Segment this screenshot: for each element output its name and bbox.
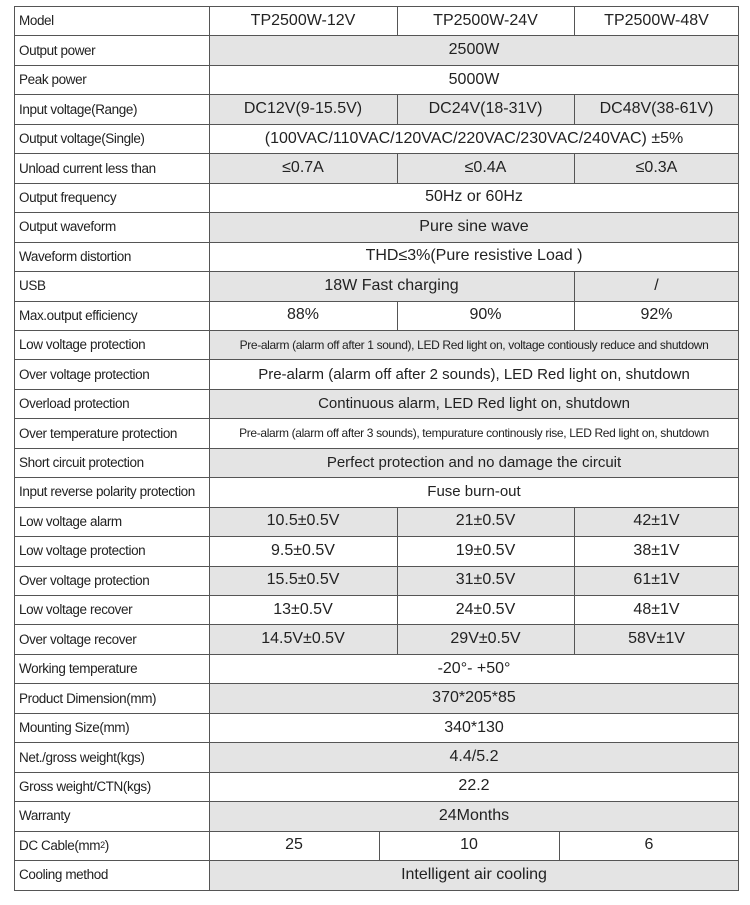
row-label: Max.output efficiency bbox=[14, 301, 209, 331]
right-border bbox=[738, 94, 739, 124]
column-divider bbox=[397, 301, 398, 331]
row-label: Output waveform bbox=[14, 212, 209, 242]
table-row bbox=[14, 183, 739, 213]
spec-table bbox=[14, 6, 739, 890]
label-divider bbox=[209, 477, 210, 507]
left-border bbox=[14, 212, 15, 242]
row-label: Warranty bbox=[14, 801, 209, 831]
row-divider bbox=[14, 654, 739, 655]
value-cell: 50Hz or 60Hz bbox=[425, 188, 523, 206]
value-cell: Pre-alarm (alarm off after 1 sound), LED Red light on, voltage contiously reduce and shutdown bbox=[239, 337, 709, 352]
row-divider bbox=[14, 301, 739, 302]
row-label: Waveform distortion bbox=[14, 242, 209, 272]
row-divider bbox=[14, 860, 739, 861]
left-border bbox=[14, 418, 15, 448]
column-divider bbox=[574, 301, 575, 331]
label-divider bbox=[209, 654, 210, 684]
left-border bbox=[14, 860, 15, 890]
table-row bbox=[14, 212, 739, 242]
label-divider bbox=[209, 212, 210, 242]
label-divider bbox=[209, 595, 210, 625]
value-cell: 18W Fast charging bbox=[324, 276, 459, 294]
right-border bbox=[738, 713, 739, 743]
row-label: Output frequency bbox=[14, 183, 209, 213]
model-header-cell: TP2500W-48V bbox=[604, 11, 709, 29]
row-label: Over voltage protection bbox=[14, 566, 209, 596]
left-border bbox=[14, 301, 15, 331]
label-divider bbox=[209, 242, 210, 272]
row-label: DC Cable(mm 2 ) bbox=[14, 831, 209, 861]
label-divider bbox=[209, 831, 210, 861]
table-row bbox=[14, 359, 739, 389]
row-divider bbox=[14, 772, 739, 773]
column-divider bbox=[397, 595, 398, 625]
column-divider bbox=[574, 536, 575, 566]
row-label: Input voltage(Range) bbox=[14, 94, 209, 124]
row-label: Overload protection bbox=[14, 389, 209, 419]
table-row bbox=[14, 742, 739, 772]
column-divider bbox=[379, 831, 380, 861]
table-row bbox=[14, 65, 739, 95]
row-label: Peak power bbox=[14, 65, 209, 95]
left-border bbox=[14, 94, 15, 124]
model-header-cell: TP2500W-12V bbox=[250, 11, 356, 29]
row-label: Over voltage recover bbox=[14, 624, 209, 654]
table-row bbox=[14, 301, 739, 331]
table-row bbox=[14, 153, 739, 183]
value-cell: 42±1V bbox=[633, 512, 680, 530]
row-divider bbox=[14, 595, 739, 596]
row-divider bbox=[14, 418, 739, 419]
left-border bbox=[14, 153, 15, 183]
column-divider bbox=[574, 271, 575, 301]
left-border bbox=[14, 271, 15, 301]
row-divider bbox=[14, 6, 739, 7]
row-divider bbox=[14, 507, 739, 508]
row-divider bbox=[14, 183, 739, 184]
table-row bbox=[14, 624, 739, 654]
value-cell: / bbox=[654, 276, 659, 294]
table-row bbox=[14, 860, 739, 890]
row-divider bbox=[14, 389, 739, 390]
value-cell: 9.5±0.5V bbox=[271, 541, 335, 559]
column-divider bbox=[574, 595, 575, 625]
label-divider bbox=[209, 183, 210, 213]
value-cell: 24±0.5V bbox=[455, 600, 516, 618]
right-border bbox=[738, 507, 739, 537]
label-divider bbox=[209, 124, 210, 154]
row-divider bbox=[14, 742, 739, 743]
row-label: Short circuit protection bbox=[14, 448, 209, 478]
label-divider bbox=[209, 624, 210, 654]
column-divider bbox=[397, 94, 398, 124]
model-header-cell: TP2500W-24V bbox=[433, 11, 538, 29]
table-row bbox=[14, 418, 739, 448]
value-cell: THD≤3%(Pure resistive Load ) bbox=[365, 247, 583, 265]
value-cell: Pre-alarm (alarm off after 3 sounds), tempurature continously rise, LED Red light on, shutdown bbox=[239, 426, 709, 441]
value-cell: 14.5V±0.5V bbox=[261, 630, 345, 648]
right-border bbox=[738, 683, 739, 713]
table-row bbox=[14, 831, 739, 861]
column-divider bbox=[559, 831, 560, 861]
value-cell: 88% bbox=[286, 306, 320, 324]
value-cell: DC24V(18-31V) bbox=[428, 100, 543, 118]
left-border bbox=[14, 242, 15, 272]
row-divider bbox=[14, 35, 739, 36]
value-cell: Intelligent air cooling bbox=[401, 865, 547, 883]
value-cell: 92% bbox=[640, 306, 673, 324]
table-row bbox=[14, 35, 739, 65]
right-border bbox=[738, 654, 739, 684]
table-row bbox=[14, 566, 739, 596]
value-cell: 58V±1V bbox=[628, 630, 685, 648]
label-divider bbox=[209, 94, 210, 124]
table-row bbox=[14, 242, 739, 272]
label-tail: ) bbox=[104, 837, 109, 853]
table-row bbox=[14, 801, 739, 831]
left-border bbox=[14, 359, 15, 389]
right-border bbox=[738, 271, 739, 301]
column-divider bbox=[397, 507, 398, 537]
left-border bbox=[14, 772, 15, 802]
right-border bbox=[738, 6, 739, 36]
right-border bbox=[738, 35, 739, 65]
header-row bbox=[14, 6, 739, 36]
right-border bbox=[738, 301, 739, 331]
column-divider bbox=[574, 507, 575, 537]
right-border bbox=[738, 536, 739, 566]
value-cell: 10 bbox=[460, 836, 478, 854]
column-divider bbox=[397, 6, 398, 36]
right-border bbox=[738, 860, 739, 890]
value-cell: 340*130 bbox=[444, 718, 504, 736]
label-divider bbox=[209, 772, 210, 802]
right-border bbox=[738, 448, 739, 478]
value-cell: Pre-alarm (alarm off after 2 sounds), LED Red light on, shutdown bbox=[258, 365, 690, 383]
left-border bbox=[14, 654, 15, 684]
value-cell: Fuse burn-out bbox=[427, 483, 521, 501]
table-row bbox=[14, 654, 739, 684]
left-border bbox=[14, 624, 15, 654]
right-border bbox=[738, 389, 739, 419]
row-label: Cooling method bbox=[14, 860, 209, 890]
left-border bbox=[14, 566, 15, 596]
label-divider bbox=[209, 448, 210, 478]
row-divider bbox=[14, 536, 739, 537]
left-border bbox=[14, 330, 15, 360]
row-label: Product Dimension(mm) bbox=[14, 683, 209, 713]
label-divider bbox=[209, 536, 210, 566]
row-divider bbox=[14, 153, 739, 154]
value-cell: 2500W bbox=[448, 41, 500, 59]
label-divider bbox=[209, 301, 210, 331]
right-border bbox=[738, 242, 739, 272]
row-label: Low voltage recover bbox=[14, 595, 209, 625]
row-divider bbox=[14, 271, 739, 272]
value-cell: 5000W bbox=[448, 70, 500, 88]
table-row bbox=[14, 448, 739, 478]
column-divider bbox=[397, 536, 398, 566]
value-cell: 10.5±0.5V bbox=[266, 512, 340, 530]
label-divider bbox=[209, 713, 210, 743]
label-divider bbox=[209, 359, 210, 389]
left-border bbox=[14, 801, 15, 831]
row-divider bbox=[14, 65, 739, 66]
right-border bbox=[738, 801, 739, 831]
left-border bbox=[14, 742, 15, 772]
row-divider bbox=[14, 448, 739, 449]
left-border bbox=[14, 831, 15, 861]
label-divider bbox=[209, 418, 210, 448]
value-cell: Continuous alarm, LED Red light on, shutdown bbox=[318, 395, 630, 413]
bottom-border bbox=[14, 890, 739, 891]
value-cell: 24Months bbox=[438, 806, 510, 824]
table-row bbox=[14, 271, 739, 301]
label-divider bbox=[209, 65, 210, 95]
row-divider bbox=[14, 124, 739, 125]
right-border bbox=[738, 624, 739, 654]
row-label: Net./gross weight(kgs) bbox=[14, 742, 209, 772]
row-divider bbox=[14, 242, 739, 243]
right-border bbox=[738, 124, 739, 154]
right-border bbox=[738, 65, 739, 95]
label-divider bbox=[209, 330, 210, 360]
row-label: Over temperature protection bbox=[14, 418, 209, 448]
value-cell: 61±1V bbox=[633, 571, 680, 589]
label-divider bbox=[209, 860, 210, 890]
header-label: Model bbox=[14, 6, 209, 36]
right-border bbox=[738, 566, 739, 596]
value-cell: DC12V(9-15.5V) bbox=[243, 100, 363, 118]
left-border bbox=[14, 713, 15, 743]
value-cell: 90% bbox=[469, 306, 502, 324]
row-label: Unload current less than bbox=[14, 153, 209, 183]
column-divider bbox=[574, 94, 575, 124]
value-cell: 22.2 bbox=[458, 777, 490, 795]
column-divider bbox=[574, 624, 575, 654]
left-border bbox=[14, 507, 15, 537]
row-label: Low voltage protection bbox=[14, 536, 209, 566]
value-cell: ≤0.4A bbox=[464, 159, 507, 176]
label-divider bbox=[209, 389, 210, 419]
row-label: Input reverse polarity protection bbox=[14, 477, 209, 507]
table-row bbox=[14, 330, 739, 360]
row-label: Low voltage alarm bbox=[14, 507, 209, 537]
row-divider bbox=[14, 212, 739, 213]
row-label: Output power bbox=[14, 35, 209, 65]
table-row bbox=[14, 94, 739, 124]
superscript: 2 bbox=[100, 839, 105, 850]
column-divider bbox=[574, 153, 575, 183]
right-border bbox=[738, 772, 739, 802]
table-row bbox=[14, 389, 739, 419]
left-border bbox=[14, 183, 15, 213]
table-row bbox=[14, 124, 739, 154]
right-border bbox=[738, 212, 739, 242]
right-border bbox=[738, 359, 739, 389]
value-cell: 25 bbox=[285, 836, 303, 854]
value-cell: -20°- +50° bbox=[437, 659, 511, 677]
left-border bbox=[14, 65, 15, 95]
right-border bbox=[738, 418, 739, 448]
value-cell: 48±1V bbox=[633, 600, 680, 618]
right-border bbox=[738, 742, 739, 772]
value-cell: 21±0.5V bbox=[455, 512, 516, 530]
left-border bbox=[14, 683, 15, 713]
row-label: Working temperature bbox=[14, 654, 209, 684]
row-divider bbox=[14, 624, 739, 625]
label-divider bbox=[209, 507, 210, 537]
row-divider bbox=[14, 801, 739, 802]
row-divider bbox=[14, 330, 739, 331]
label-divider bbox=[209, 742, 210, 772]
table-row bbox=[14, 772, 739, 802]
table-row bbox=[14, 595, 739, 625]
label-divider bbox=[209, 35, 210, 65]
column-divider bbox=[397, 566, 398, 596]
table-row bbox=[14, 536, 739, 566]
value-cell: ≤0.3A bbox=[635, 159, 678, 176]
column-divider bbox=[574, 566, 575, 596]
value-cell: 4.4/5.2 bbox=[449, 748, 499, 765]
value-cell: 370*205*85 bbox=[432, 689, 516, 707]
left-border bbox=[14, 448, 15, 478]
table-row bbox=[14, 713, 739, 743]
row-divider bbox=[14, 94, 739, 95]
row-label: Gross weight/CTN(kgs) bbox=[14, 772, 209, 802]
value-cell: 38±1V bbox=[633, 541, 680, 559]
left-border bbox=[14, 536, 15, 566]
value-cell: (100VAC/110VAC/120VAC/220VAC/230VAC/240VAC) ±5% bbox=[264, 129, 684, 147]
value-cell: 19±0.5V bbox=[455, 541, 516, 559]
left-border bbox=[14, 35, 15, 65]
column-divider bbox=[574, 6, 575, 36]
right-border bbox=[738, 831, 739, 861]
left-border bbox=[14, 6, 15, 36]
row-divider bbox=[14, 831, 739, 832]
value-cell: 29V±0.5V bbox=[450, 630, 521, 648]
column-divider bbox=[397, 624, 398, 654]
right-border bbox=[738, 330, 739, 360]
value-cell: 13±0.5V bbox=[273, 600, 333, 618]
label-divider bbox=[209, 6, 210, 36]
value-cell: ≤0.7A bbox=[282, 159, 324, 176]
left-border bbox=[14, 124, 15, 154]
value-cell: DC48V(38-61V) bbox=[599, 100, 714, 118]
right-border bbox=[738, 183, 739, 213]
label-divider bbox=[209, 566, 210, 596]
value-cell: Perfect protection and no damage the circuit bbox=[326, 454, 622, 471]
row-label: Over voltage protection bbox=[14, 359, 209, 389]
value-cell: Pure sine wave bbox=[419, 217, 529, 235]
value-cell: 6 bbox=[644, 836, 654, 854]
label-divider bbox=[209, 153, 210, 183]
right-border bbox=[738, 595, 739, 625]
row-label: Low voltage protection bbox=[14, 330, 209, 360]
left-border bbox=[14, 595, 15, 625]
row-divider bbox=[14, 566, 739, 567]
row-divider bbox=[14, 683, 739, 684]
table-row bbox=[14, 477, 739, 507]
left-border bbox=[14, 389, 15, 419]
row-label: USB bbox=[14, 271, 209, 301]
row-divider bbox=[14, 477, 739, 478]
row-label: Output voltage(Single) bbox=[14, 124, 209, 154]
table-row bbox=[14, 683, 739, 713]
right-border bbox=[738, 153, 739, 183]
value-cell: 31±0.5V bbox=[455, 571, 516, 589]
left-border bbox=[14, 477, 15, 507]
right-border bbox=[738, 477, 739, 507]
row-label: Mounting Size(mm) bbox=[14, 713, 209, 743]
column-divider bbox=[397, 153, 398, 183]
label-divider bbox=[209, 683, 210, 713]
row-divider bbox=[14, 359, 739, 360]
value-cell: 15.5±0.5V bbox=[266, 571, 340, 589]
label-divider bbox=[209, 801, 210, 831]
table-row bbox=[14, 507, 739, 537]
row-divider bbox=[14, 713, 739, 714]
label-divider bbox=[209, 271, 210, 301]
